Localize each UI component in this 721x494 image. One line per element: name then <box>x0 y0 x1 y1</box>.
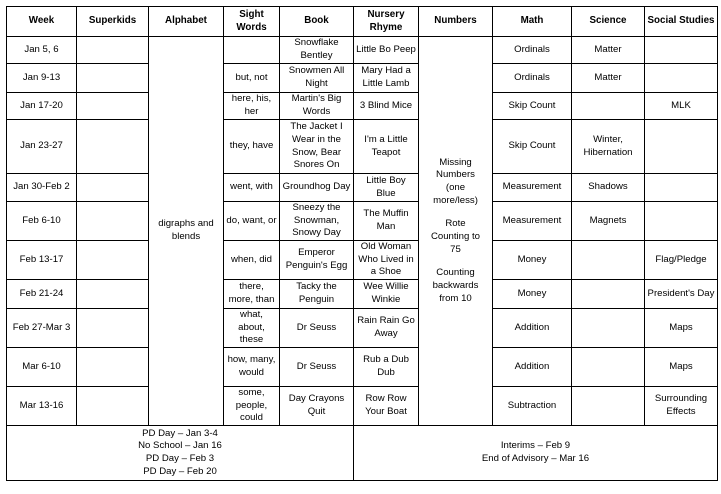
rhyme-cell: Little Boy Blue <box>354 174 419 202</box>
book-cell: Dr Seuss <box>280 309 354 348</box>
social-studies-cell: Flag/Pledge <box>645 241 718 280</box>
superkids-cell <box>77 309 149 348</box>
sight-words-cell: they, have <box>224 120 280 174</box>
science-cell: Magnets <box>572 202 645 241</box>
footer-note: PD Day – Feb 20 <box>143 465 217 477</box>
science-cell: Matter <box>572 37 645 64</box>
math-cell: Ordinals <box>493 64 572 93</box>
math-cell: Measurement <box>493 174 572 202</box>
footer-note: Interims – Feb 9 <box>500 440 571 452</box>
table-row <box>7 348 718 387</box>
book-cell: Snowflake Bentley <box>280 37 354 64</box>
superkids-cell <box>77 120 149 174</box>
rhyme-cell: Old Woman Who Lived in a Shoe <box>354 241 419 280</box>
table-row <box>7 309 718 348</box>
book-cell: Martin's Big Words <box>280 93 354 120</box>
week-cell: Jan 23-27 <box>7 120 77 174</box>
superkids-cell <box>77 202 149 241</box>
table-row <box>7 387 718 426</box>
week-cell: Feb 6-10 <box>7 202 77 241</box>
header-row <box>7 7 718 37</box>
sight-words-cell: when, did <box>224 241 280 280</box>
book-cell: Groundhog Day <box>280 174 354 202</box>
footer-note: PD Day – Jan 3-4 <box>142 427 218 439</box>
table-row <box>7 174 718 202</box>
sight-words-cell: went, with <box>224 174 280 202</box>
week-cell: Jan 5, 6 <box>7 37 77 64</box>
header-numbers: Numbers <box>419 7 493 37</box>
week-cell: Feb 13-17 <box>7 241 77 280</box>
header-alphabet: Alphabet <box>149 7 224 37</box>
week-cell: Jan 9-13 <box>7 64 77 93</box>
superkids-cell <box>77 241 149 280</box>
rhyme-cell: I'm a Little Teapot <box>354 120 419 174</box>
science-cell: Matter <box>572 64 645 93</box>
week-cell: Jan 30-Feb 2 <box>7 174 77 202</box>
rhyme-cell: Rub a Dub Dub <box>354 348 419 387</box>
math-cell: Skip Count <box>493 120 572 174</box>
science-cell <box>572 348 645 387</box>
science-cell <box>572 93 645 120</box>
social-studies-cell <box>645 202 718 241</box>
footer-note: PD Day – Feb 3 <box>145 453 215 464</box>
book-cell: Tacky the Penguin <box>280 280 354 309</box>
book-cell: Sneezy the Snowman, Snowy Day <box>280 202 354 241</box>
rhyme-cell: The Muffin Man <box>354 202 419 241</box>
header-science: Science <box>572 7 645 37</box>
science-cell <box>572 309 645 348</box>
header-superkids: Superkids <box>77 7 149 37</box>
sight-words-cell <box>224 37 280 64</box>
rhyme-cell: Row Row Your Boat <box>354 387 419 426</box>
table-row <box>7 37 718 64</box>
book-cell: Snowmen All Night <box>280 64 354 93</box>
sight-words-cell: here, his, her <box>224 93 280 120</box>
numbers-line: Rote Counting to 75 <box>430 218 481 255</box>
header-social-studies: Social Studies <box>645 7 718 37</box>
sight-words-cell: do, want, or <box>224 202 280 241</box>
math-cell: Money <box>493 241 572 280</box>
table-row <box>7 120 718 174</box>
table-row <box>7 93 718 120</box>
footer-note: No School – Jan 16 <box>138 440 222 452</box>
week-cell: Feb 27-Mar 3 <box>7 309 77 348</box>
science-cell <box>572 241 645 280</box>
science-cell: Winter, Hibernation <box>572 120 645 174</box>
math-cell: Ordinals <box>493 37 572 64</box>
book-cell: Dr Seuss <box>280 348 354 387</box>
rhyme-cell: Wee Willie Winkie <box>354 280 419 309</box>
header-book: Book <box>280 7 354 37</box>
numbers-cell <box>419 37 493 426</box>
book-cell: Day Crayons Quit <box>280 387 354 426</box>
math-cell: Money <box>493 280 572 309</box>
math-cell: Skip Count <box>493 93 572 120</box>
header-math: Math <box>493 7 572 37</box>
math-cell: Addition <box>493 309 572 348</box>
week-cell: Mar 6-10 <box>7 348 77 387</box>
superkids-cell <box>77 93 149 120</box>
math-cell: Addition <box>493 348 572 387</box>
social-studies-cell: MLK <box>645 93 718 120</box>
week-cell: Feb 21-24 <box>7 280 77 309</box>
superkids-cell <box>77 174 149 202</box>
footer-right-cell <box>354 426 718 481</box>
superkids-cell <box>77 387 149 426</box>
book-cell: The Jacket I Wear in the Snow, Bear Snores On <box>280 120 354 174</box>
social-studies-cell <box>645 174 718 202</box>
footer-note: End of Advisory – Mar 16 <box>481 453 590 464</box>
numbers-line: Missing Numbers (one more/less) <box>433 156 478 206</box>
social-studies-cell: Maps <box>645 348 718 387</box>
superkids-cell <box>77 348 149 387</box>
header-sight-words: Sight Words <box>224 7 280 37</box>
sight-words-cell: there, more, than <box>224 280 280 309</box>
rhyme-cell: Little Bo Peep <box>354 37 419 64</box>
rhyme-cell: 3 Blind Mice <box>354 93 419 120</box>
week-cell: Jan 17-20 <box>7 93 77 120</box>
superkids-cell <box>77 280 149 309</box>
science-cell <box>572 387 645 426</box>
math-cell: Subtraction <box>493 387 572 426</box>
social-studies-cell: Maps <box>645 309 718 348</box>
sight-words-cell: what, about, these <box>224 309 280 348</box>
rhyme-cell: Mary Had a Little Lamb <box>354 64 419 93</box>
superkids-cell <box>77 64 149 93</box>
header-nursery-rhyme: Nursery Rhyme <box>354 7 419 37</box>
social-studies-cell <box>645 64 718 93</box>
book-cell: Emperor Penguin's Egg <box>280 241 354 280</box>
week-cell: Mar 13-16 <box>7 387 77 426</box>
rhyme-cell: Rain Rain Go Away <box>354 309 419 348</box>
social-studies-cell <box>645 37 718 64</box>
math-cell: Measurement <box>493 202 572 241</box>
sight-words-cell: how, many, would <box>224 348 280 387</box>
table-row <box>7 280 718 309</box>
footer-left-cell <box>7 426 354 481</box>
science-cell <box>572 280 645 309</box>
lesson-plan-table <box>6 6 718 481</box>
numbers-line: Counting backwards from 10 <box>432 267 479 304</box>
table-row <box>7 241 718 280</box>
sight-words-cell: but, not <box>224 64 280 93</box>
header-week: Week <box>7 7 77 37</box>
alphabet-cell: digraphs and blends <box>149 37 224 426</box>
table-row <box>7 64 718 93</box>
social-studies-cell: President's Day <box>645 280 718 309</box>
footer-row <box>7 426 718 481</box>
sight-words-cell: some, people, could <box>224 387 280 426</box>
social-studies-cell: Surrounding Effects <box>645 387 718 426</box>
science-cell: Shadows <box>572 174 645 202</box>
superkids-cell <box>77 37 149 64</box>
table-row <box>7 202 718 241</box>
social-studies-cell <box>645 120 718 174</box>
